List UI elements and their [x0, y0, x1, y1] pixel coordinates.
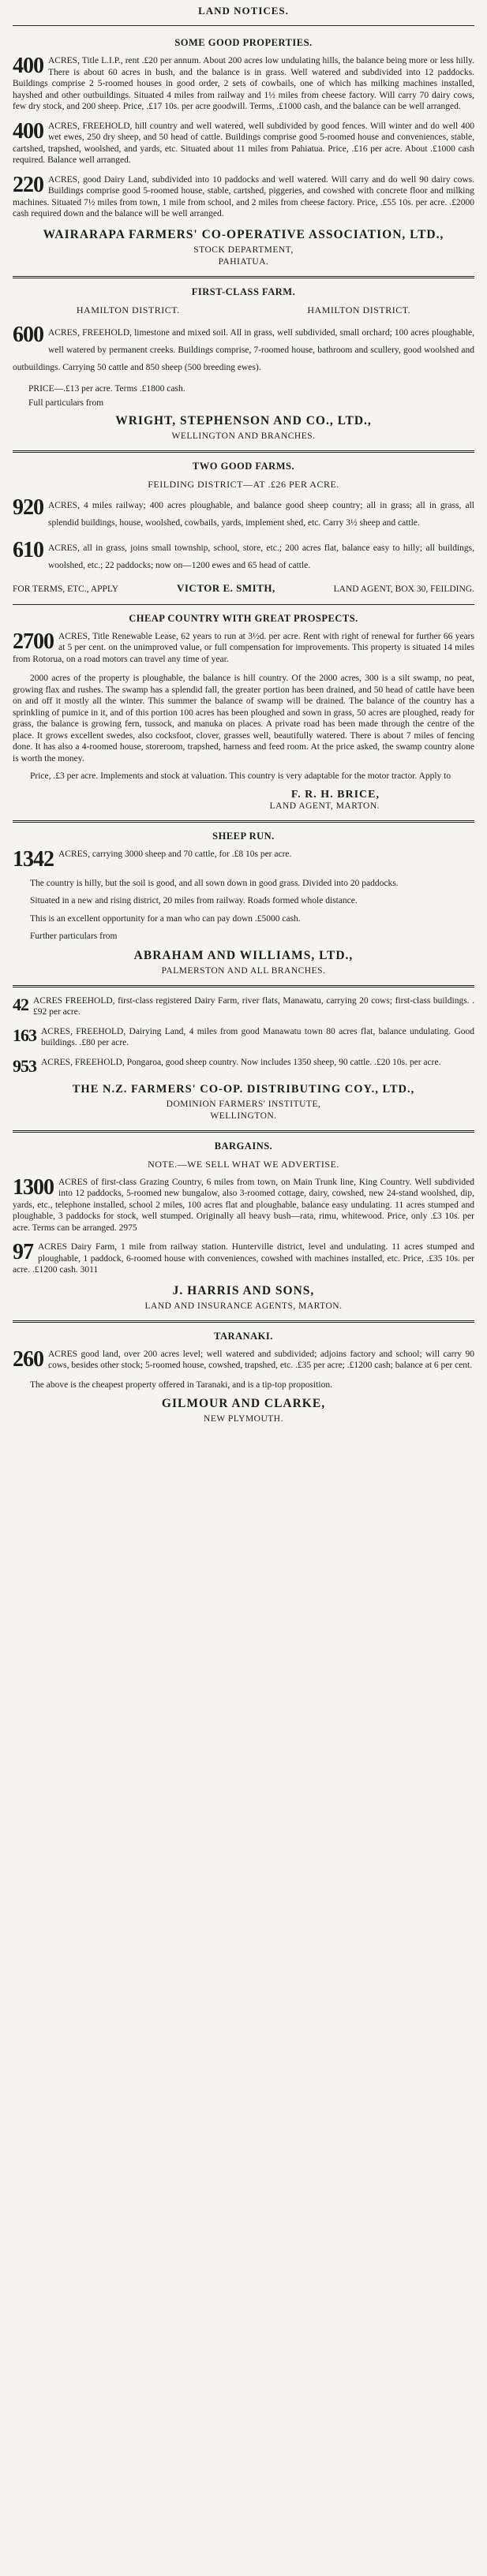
price-line: PRICE—.£13 per acre. Terms .£1800 cash. — [28, 383, 185, 394]
notice-two-good-farms — [13, 461, 474, 595]
acreage-number: 220 — [13, 174, 43, 197]
agent-name: WAIRARAPA FARMERS' CO-OPERATIVE ASSOCIATION, LTD., — [43, 227, 444, 241]
acreage-number: 400 — [13, 120, 43, 144]
signature-block — [13, 789, 380, 811]
notice-bargains — [13, 1141, 474, 1311]
listing-text: ACRES, Title L.I.P., rent .£20 per annum. About 200 acres low undulating hills, the balance being more or less hilly. There is about 60 acres in bush, and the balance is in grass. Well watered and subdivided into 12 paddocks. Buildings comprise 2 5-roomed houses in good order, 2 sets of cowbails, one of which has milking machines installed, hayshed and other outbuildings. Situated 4 miles from railway and 1½ miles from cheese factory. Will carry 70 dairy cows, few dry stock, and 200 sheep. Price, .£17 10s. per acre goodwill. Terms, .£1000 cash, and the balance can be well arranged. — [13, 56, 474, 111]
district-label: HAMILTON DISTRICT. — [307, 304, 411, 315]
particulars-line: Full particulars from — [28, 398, 104, 408]
listing — [13, 631, 474, 666]
section-title: FIRST-CLASS FARM. — [191, 286, 296, 297]
listing-text: ACRES Dairy Farm, 1 mile from railway station. Hunterville district, level and undulating. 11 acres stumped and ploughable, 1 paddock, 6-roomed house with conveniences, cowshed with machines installed, etc. Price, .£35 10s. per acre. .£1200 cash. 3011 — [13, 1242, 474, 1275]
listing-text: ACRES, FREEHOLD, limestone and mixed soil. All in grass, well subdivided, small orchard; 100 acres ploughable, well watered by permanent creeks. Buildings comprise, 7-roomed house, bathroom and scullery, good woolshed and outbuildings. Carrying 50 cattle and 850 sheep (500 breeding ewes). — [13, 327, 474, 372]
agent-line: LAND AGENT, MARTON. — [269, 801, 380, 811]
section-title: SOME GOOD PROPERTIES. — [174, 37, 313, 48]
listing — [13, 995, 474, 1018]
listing-text: ACRES, carrying 3000 sheep and 70 cattle, for .£8 10s per acre. — [58, 849, 292, 859]
listing-text: ACRES FREEHOLD, first-class registered Dairy Farm, river flats, Manawatu, carrying 20 cows; first-class buildings. .£92 per acre. — [33, 995, 474, 1017]
listing — [13, 1241, 474, 1276]
agent-name: VICTOR E. SMITH, — [176, 581, 275, 594]
notice-paragraph: This is an excellent opportunity for a man who can pay down .£5000 cash. — [30, 913, 301, 924]
listing — [13, 497, 474, 532]
section-title: BARGAINS. — [214, 1140, 273, 1152]
notice-paragraph: Situated in a new and rising district, 20 miles from railway. Roads formed whole distance. — [30, 896, 358, 905]
listing — [13, 1057, 474, 1075]
agent-line: WELLINGTON AND BRANCHES. — [171, 431, 316, 441]
listing — [13, 174, 474, 220]
section-rule — [13, 985, 474, 987]
listing — [13, 1349, 474, 1372]
section-title: TWO GOOD FARMS. — [192, 460, 295, 472]
agent-line: PAHIATUA. — [218, 256, 269, 267]
header-rule — [13, 25, 474, 26]
listing — [13, 1177, 474, 1234]
listing-text: ACRES, FREEHOLD, hill country and well watered, well subdivided by good fences. Will winter and do well 400 wet ewes, 250 dry sheep, and 50 head of cattle. Buildings comprise good 5-roomed house and conveniences, stable, cartshed, trapshed, woolshed, and yards, etc. Situated about 11 miles from Pahiatua. Price, .£16 per acre. About .£1000 cash required. Balance well arranged. — [13, 121, 474, 165]
section-rule — [13, 450, 474, 453]
listing-text: ACRES, good Dairy Land, subdivided into 10 paddocks and well watered. Will carry and do well 90 dairy cows. Buildings comprise good 5-roomed house, stable, cartshed, piggeries, and cowshed with concrete floor and milking machines. Situated 7½ miles from town, 1 mile from school, and 2 miles from cheese factory. Price, .£55 10s. per acre. .£2000 cash required down and the balance will be well arranged. — [13, 174, 474, 218]
listing — [13, 539, 474, 574]
agent-line: NEW PLYMOUTH. — [204, 1414, 283, 1424]
agent-name: WRIGHT, STEPHENSON AND CO., LTD., — [115, 413, 372, 427]
section-title: SHEEP RUN. — [212, 830, 275, 842]
district-label: HAMILTON DISTRICT. — [76, 304, 180, 315]
listing — [13, 121, 474, 166]
listing — [13, 55, 474, 113]
agent-name: ABRAHAM AND WILLIAMS, LTD., — [133, 948, 354, 962]
acreage-number: 1342 — [13, 848, 54, 870]
acreage-number: 260 — [13, 1348, 43, 1372]
notice-some-good-properties — [13, 37, 474, 267]
listing-text: ACRES, all in grass, joins small township, school, store, etc.; 200 acres flat, balance easy to hilly; all buildings, woolshed, etc.; 22 paddocks; now on—1200 ewes and 65 head of cattle. — [48, 543, 474, 570]
listing — [13, 849, 474, 870]
acreage-number: 97 — [13, 1241, 33, 1264]
notice-paragraph: Further particulars from — [30, 931, 118, 941]
agent-name: J. HARRIS AND SONS, — [172, 1283, 315, 1297]
section-rule — [13, 276, 474, 278]
notice-taranaki — [13, 1331, 474, 1424]
district-row — [13, 304, 474, 316]
acreage-number: 610 — [13, 539, 43, 562]
agent-line: DOMINION FARMERS' INSTITUTE, — [166, 1099, 321, 1109]
notice-paragraph: Price, .£3 per acre. Implements and stock at valuation. This country is very adaptable for the motor tractor. Apply to — [30, 771, 451, 781]
section-title: TARANAKI. — [214, 1330, 273, 1342]
acreage-number: 400 — [13, 55, 43, 78]
acreage-number: 953 — [13, 1056, 36, 1075]
listing-text: ACRES, FREEHOLD, Pongaroa, good sheep country. Now includes 1350 sheep, 90 cattle. .£20 10s. per acre. — [41, 1057, 441, 1067]
acreage-number: 163 — [13, 1025, 36, 1045]
section-rule — [13, 604, 474, 605]
agent-line: LAND AND INSURANCE AGENTS, MARTON. — [144, 1301, 343, 1311]
notice-paragraph: The above is the cheapest property offered in Taranaki, and is a tip-top proposition. — [30, 1379, 332, 1390]
agent-address: LAND AGENT, BOX 30, FEILDING. — [333, 584, 474, 594]
notice-paragraph: The country is hilly, but the soil is good, and all sown down in good grass. Divided into 20 paddocks. — [30, 878, 399, 888]
notice-paragraph: 2000 acres of the property is ploughable, the balance is hill country. Of the 2000 acres, 300 is a silt swamp, no peat, growing flax and rushes. The swamp has a splendid fall, the greater portion has been drained, and 50 head of cattle have been on and off it mostly all the winter. This summer the balance of swamp will be drained. The balance of the country has a sprinkling of pumice in it, and of this portion 100 acres has been ploughed and sown in grass, 50 acres are ploughed, ready for grass, the balance is growing fern, tussock, and manuka on places. A private road has been made through the centre of the place. It grows excellent swedes, also cocksfoot, clover, grasses well, beautifully watered. There is about 7 miles of fencing done. It has also a 4-roomed house, storeroom, trapshed, harness and feed room. At the price asked, the swamp country alone is worth the money. — [13, 674, 474, 763]
page-title: LAND NOTICES. — [198, 5, 289, 17]
agent-line: STOCK DEPARTMENT, — [193, 245, 294, 255]
agent-name: GILMOUR AND CLARKE, — [161, 1397, 326, 1410]
listing — [13, 1026, 474, 1049]
listing-text: ACRES, 4 miles railway; 400 acres ploughable, and balance good sheep country; all in grass; all in grass, all splendid buildings, house, woolshed, cowbails, yards, implement shed, etc. Carry 3½ sheep and cattle. — [48, 500, 474, 528]
acreage-number: 1300 — [13, 1176, 54, 1200]
agent-name: F. R. H. BRICE, — [290, 788, 380, 801]
section-rule — [13, 1320, 474, 1323]
agent-row — [13, 582, 474, 595]
notice-first-class-farm — [13, 286, 474, 441]
section-subtitle: FEILDING DISTRICT—AT .£26 PER ACRE. — [148, 478, 339, 490]
acreage-number: 42 — [13, 995, 28, 1014]
section-rule — [13, 1130, 474, 1133]
listing-text: ACRES, FREEHOLD, Dairying Land, 4 miles from good Manawatu town 80 acres flat, balance undulating. Good buildings. .£80 per acre. — [41, 1026, 474, 1047]
acreage-number: 600 — [13, 323, 43, 347]
agent-line: WELLINGTON. — [210, 1111, 277, 1121]
acreage-number: 2700 — [13, 630, 54, 654]
listing — [13, 324, 474, 376]
apply-label: FOR TERMS, ETC., APPLY — [13, 584, 119, 594]
section-rule — [13, 820, 474, 823]
listing-text: ACRES good land, over 200 acres level; well watered and subdivided; adjoins factory and school; will carry 90 cows, besides other stock; 5-roomed house, cowshed, trapshed, etc. .£35 per acre; .£1200 cash; balance at 6 per cent. — [48, 1349, 474, 1370]
acreage-number: 920 — [13, 496, 43, 520]
section-subtitle: NOTE.—WE SELL WHAT WE ADVERTISE. — [148, 1158, 339, 1170]
listing-text: ACRES of first-class Grazing Country, 6 miles from town, on Main Trunk line, King Country. Well subdivided into 12 paddocks, 5-roomed new bungalow, also 3-roomed cottage, dairy, cowshed, new 24-stand woolshed, dip, yards, etc., telephone installed, school 2 miles, 100 acres flat and ploughable, balance easy undulating. 11 acres stumped and ploughable, 3 paddocks for stock, well stumped. Originally all heavy bush—rata, rimu, whitewood. Price, only .£3 10s. per acre. Terms can be arranged. 2975 — [13, 1177, 474, 1233]
listing-text: ACRES, Title Renewable Lease, 62 years to run at 3½d. per acre. Rent with right of renewal for further 66 years at 5 per cent. on the unimproved value, or full compensation for improvements. This property is situated 14 miles from Rotorua, on a road motors can travel any time of year. — [13, 631, 474, 664]
notice-nz-farmers — [13, 995, 474, 1121]
section-title: CHEAP COUNTRY WITH GREAT PROSPECTS. — [129, 612, 358, 624]
agent-line: PALMERSTON AND ALL BRANCHES. — [161, 965, 326, 976]
agent-name: THE N.Z. FARMERS' CO-OP. DISTRIBUTING COY., LTD., — [72, 1082, 415, 1096]
notice-cheap-country — [13, 613, 474, 811]
notice-sheep-run — [13, 831, 474, 976]
